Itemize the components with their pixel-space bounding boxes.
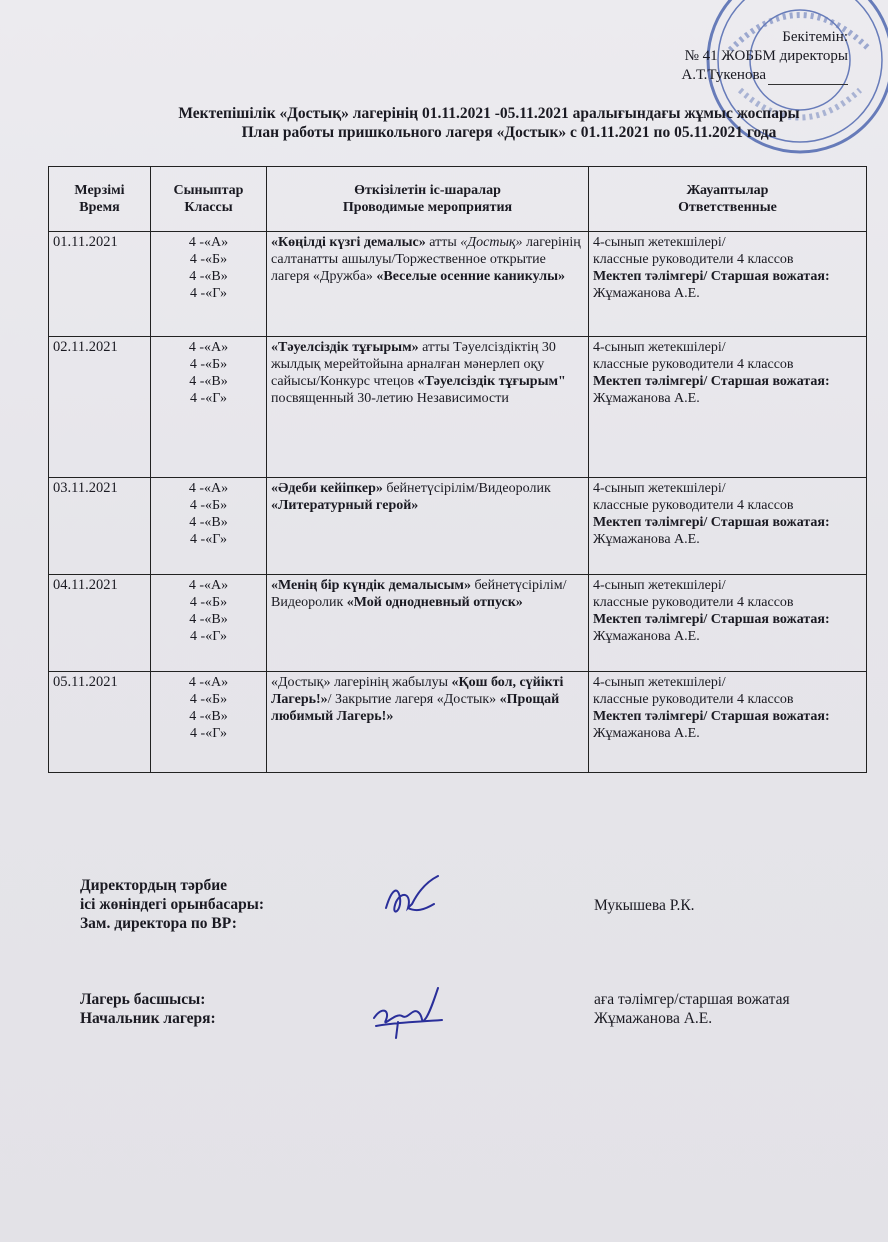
header-classes: Сыныптар Классы [151,167,267,232]
row-event: «Тәуелсіздік тұғырым» атты Тәуелсіздіктің 30 жылдық мерейтойына арналған мәнерлеп оқу сайысы/Конкурс чтецов «Тәуелсіздік тұғырым" посвященный 30-летию Независимости [267,337,589,478]
camp-head-signature [368,982,448,1042]
table-row [49,337,867,478]
row-responsible: 4-сынып жетекшілері/ классные руководители 4 классов Мектеп тәлімгері/ Старшая вожатая: Жұмажанова А.Е. [589,337,867,478]
deputy-title: Директордың тәрбие ісі жөніндегі орынбасары: Зам. директора по ВР: [80,877,265,932]
header-responsible: Жауаптылар Ответственные [589,167,867,232]
table-row [49,575,867,672]
row-date: 03.11.2021 [49,478,151,575]
camp-head-name: Жұмажанова А.Е. [594,1010,713,1027]
document-title [0,104,888,142]
table-row [49,232,867,337]
approval-sign-line [768,84,848,85]
row-date: 01.11.2021 [49,232,151,337]
header-events: Өткізілетін іс-шаралар Проводимые мероприятия [267,167,589,232]
row-responsible: 4-сынып жетекшілері/ классные руководители 4 классов Мектеп тәлімгері/ Старшая вожатая: Жұмажанова А.Е. [589,232,867,337]
approval-director: А.Т.Тукенова [681,67,766,83]
row-date: 02.11.2021 [49,337,151,478]
header-date: Мерзімі Время [49,167,151,232]
camp-head-title: Лагерь басшысы: Начальник лагеря: [80,991,216,1027]
row-classes: 4 -«А» 4 -«Б» 4 -«В» 4 -«Г» [151,575,267,672]
approval-block [628,28,848,85]
table-row [49,672,867,773]
row-event: «Менің бір күндік демалысым» бейнетүсірілім/Видеоролик «Мой однодневный отпуск» [267,575,589,672]
approval-school: № 41 ЖОББМ директоры [684,48,848,64]
row-classes: 4 -«А» 4 -«Б» 4 -«В» 4 -«Г» [151,672,267,773]
row-classes: 4 -«А» 4 -«Б» 4 -«В» 4 -«Г» [151,232,267,337]
camp-head-info [594,990,790,1028]
row-event: «Әдеби кейіпкер» бейнетүсірілім/Видеоролик «Литературный герой» [267,478,589,575]
row-date: 04.11.2021 [49,575,151,672]
row-event: «Достық» лагерінің жабылуы «Қош бол, сүйікті Лагерь!»/ Закрытие лагеря «Достык» «Прощай любимый Лагерь!» [267,672,589,773]
row-classes: 4 -«А» 4 -«Б» 4 -«В» 4 -«Г» [151,337,267,478]
title-ru: План работы пришкольного лагеря «Достык» с 01.11.2021 по 05.11.2021 года [241,124,777,141]
deputy-name: Мукышева Р.К. [594,897,695,914]
row-date: 05.11.2021 [49,672,151,773]
plan-table [48,166,867,773]
row-event: «Көңілді күзгі демалыс» атты «Достық» лагерінің салтанатты ашылуы/Торжественное открытие лагеря «Дружба» «Веселые осенние каникулы» [267,232,589,337]
title-kz: Мектепішілік «Достық» лагерінің 01.11.2021 -05.11.2021 аралығындағы жұмыс жоспары [178,105,800,122]
camp-head-role: аға тәлімгер/старшая вожатая [594,991,790,1008]
row-classes: 4 -«А» 4 -«Б» 4 -«В» 4 -«Г» [151,478,267,575]
row-responsible: 4-сынып жетекшілері/ классные руководители 4 классов Мектеп тәлімгері/ Старшая вожатая: Жұмажанова А.Е. [589,575,867,672]
table-header-row [49,167,867,232]
approval-label: Бекітемін: [782,29,848,45]
table-row [49,478,867,575]
row-responsible: 4-сынып жетекшілері/ классные руководители 4 классов Мектеп тәлімгері/ Старшая вожатая: Жұмажанова А.Е. [589,478,867,575]
deputy-signature [378,868,448,928]
row-responsible: 4-сынып жетекшілері/ классные руководители 4 классов Мектеп тәлімгері/ Старшая вожатая: Жұмажанова А.Е. [589,672,867,773]
